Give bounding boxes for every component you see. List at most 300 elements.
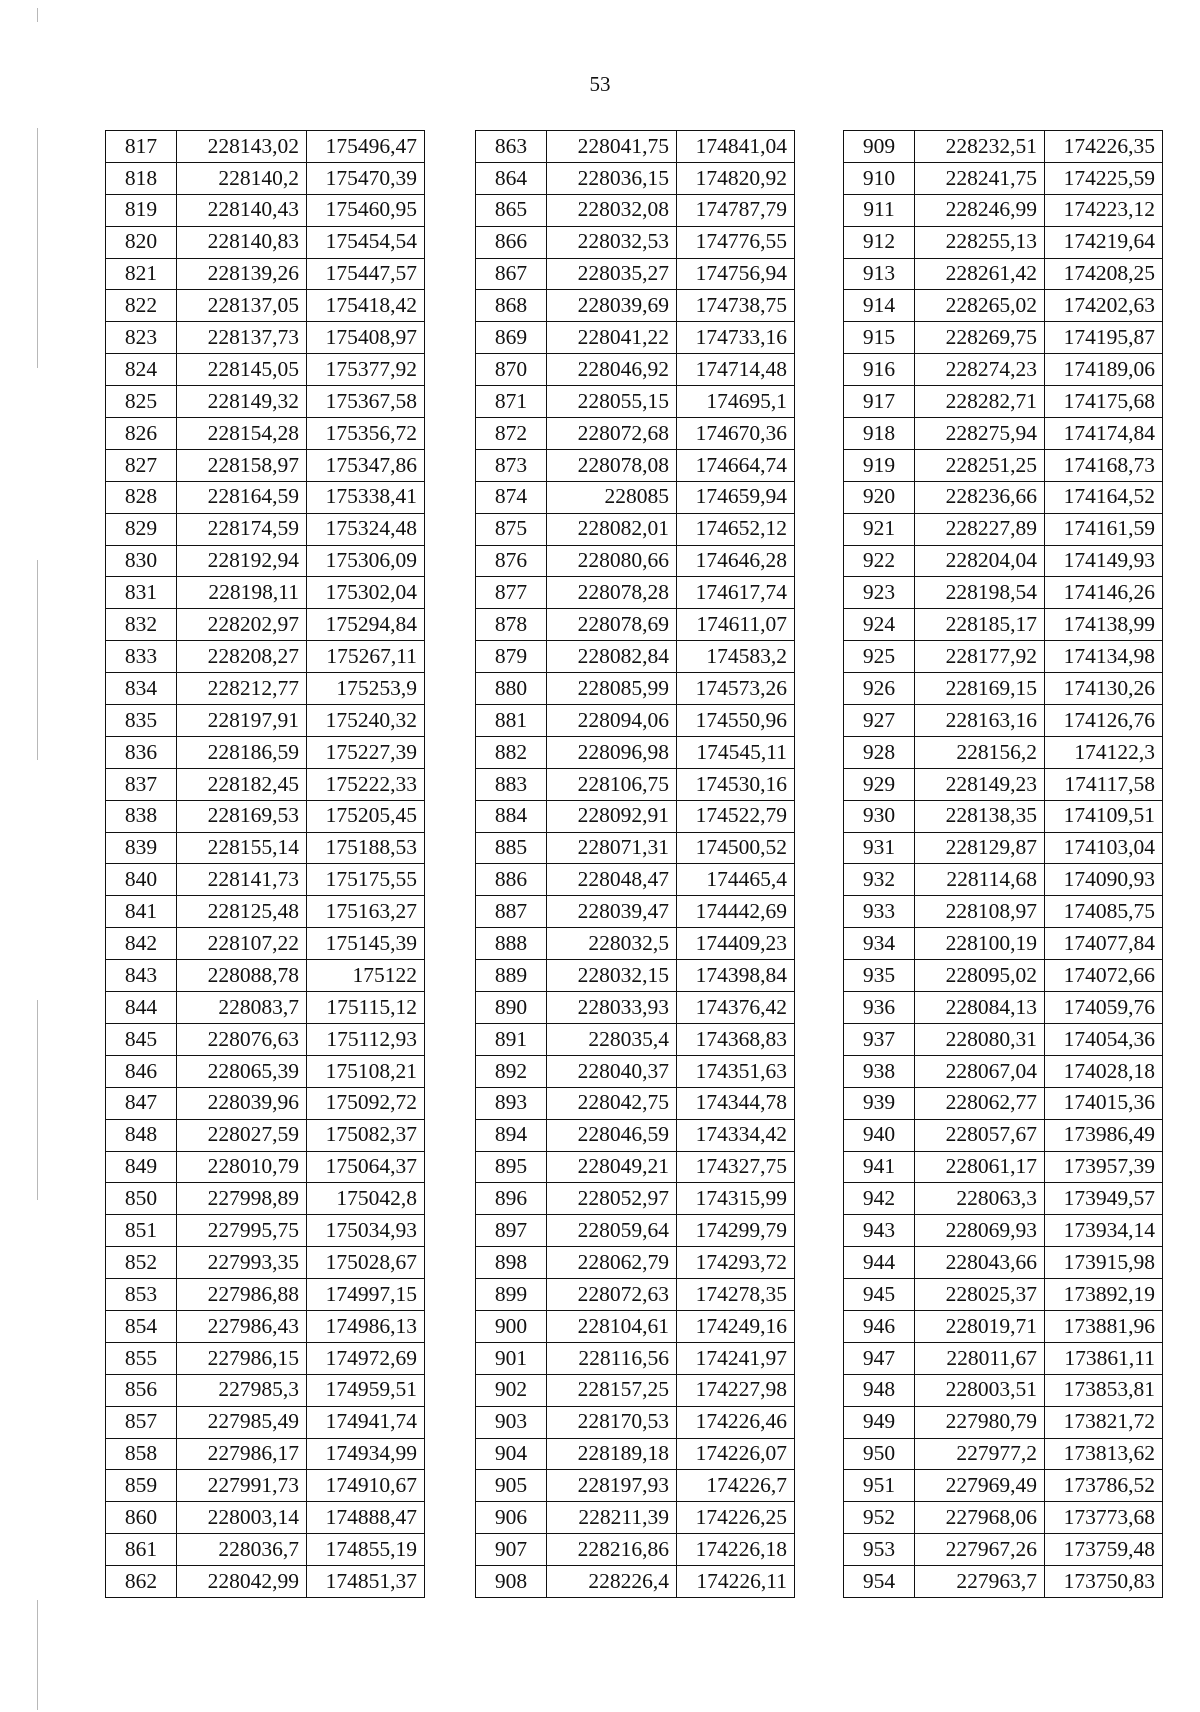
point-number-cell: 867: [476, 258, 547, 290]
scan-margin-line: [37, 1000, 38, 1200]
table-row: [106, 928, 425, 960]
x-coordinate-cell: 228084,13: [915, 992, 1045, 1024]
x-coordinate-cell: 228052,97: [547, 1183, 677, 1215]
y-coordinate-cell: 175496,47: [307, 131, 425, 163]
point-number-cell: 835: [106, 705, 177, 737]
x-coordinate-cell: 228140,83: [177, 226, 307, 258]
y-coordinate-cell: 175112,93: [307, 1023, 425, 1055]
y-coordinate-cell: 174227,98: [677, 1374, 795, 1406]
table-row: [106, 1342, 425, 1374]
table-row: [844, 194, 1163, 226]
x-coordinate-cell: 228269,75: [915, 322, 1045, 354]
table-row: [844, 832, 1163, 864]
scan-margin-line: [37, 128, 38, 368]
point-number-cell: 933: [844, 896, 915, 928]
y-coordinate-cell: 173861,11: [1045, 1342, 1163, 1374]
point-number-cell: 826: [106, 418, 177, 450]
point-number-cell: 901: [476, 1342, 547, 1374]
x-coordinate-cell: 228185,17: [915, 609, 1045, 641]
x-coordinate-cell: 228189,18: [547, 1438, 677, 1470]
coordinate-table-body: [106, 131, 425, 1598]
table-row: [476, 449, 795, 481]
point-number-cell: 914: [844, 290, 915, 322]
y-coordinate-cell: 175163,27: [307, 896, 425, 928]
y-coordinate-cell: 173949,57: [1045, 1183, 1163, 1215]
x-coordinate-cell: 228265,02: [915, 290, 1045, 322]
y-coordinate-cell: 174888,47: [307, 1502, 425, 1534]
point-number-cell: 840: [106, 864, 177, 896]
point-number-cell: 910: [844, 162, 915, 194]
y-coordinate-cell: 174226,35: [1045, 131, 1163, 163]
table-row: [106, 1119, 425, 1151]
x-coordinate-cell: 228255,13: [915, 226, 1045, 258]
y-coordinate-cell: 175108,21: [307, 1055, 425, 1087]
table-row: [844, 131, 1163, 163]
table-row: [106, 736, 425, 768]
table-row: [106, 481, 425, 513]
x-coordinate-cell: 228106,75: [547, 768, 677, 800]
y-coordinate-cell: 174368,83: [677, 1023, 795, 1055]
x-coordinate-cell: 228082,84: [547, 641, 677, 673]
x-coordinate-cell: 227980,79: [915, 1406, 1045, 1438]
table-row: [476, 322, 795, 354]
y-coordinate-cell: 175253,9: [307, 673, 425, 705]
point-number-cell: 920: [844, 481, 915, 513]
x-coordinate-cell: 228072,68: [547, 418, 677, 450]
table-row: [476, 386, 795, 418]
point-number-cell: 938: [844, 1055, 915, 1087]
table-row: [106, 1183, 425, 1215]
y-coordinate-cell: 173813,62: [1045, 1438, 1163, 1470]
table-row: [844, 736, 1163, 768]
table-row: [844, 1534, 1163, 1566]
table-row: [476, 131, 795, 163]
x-coordinate-cell: 228041,75: [547, 131, 677, 163]
table-row: [476, 1183, 795, 1215]
x-coordinate-cell: 228140,2: [177, 162, 307, 194]
coordinate-table-body: [476, 131, 795, 1598]
x-coordinate-cell: 228042,75: [547, 1087, 677, 1119]
table-row: [844, 673, 1163, 705]
point-number-cell: 943: [844, 1215, 915, 1247]
point-number-cell: 882: [476, 736, 547, 768]
point-number-cell: 832: [106, 609, 177, 641]
point-number-cell: 856: [106, 1374, 177, 1406]
point-number-cell: 828: [106, 481, 177, 513]
table-row: [476, 992, 795, 1024]
y-coordinate-cell: 174972,69: [307, 1342, 425, 1374]
x-coordinate-cell: 228078,08: [547, 449, 677, 481]
y-coordinate-cell: 175447,57: [307, 258, 425, 290]
y-coordinate-cell: 174130,26: [1045, 673, 1163, 705]
table-row: [476, 1310, 795, 1342]
point-number-cell: 886: [476, 864, 547, 896]
x-coordinate-cell: 228065,39: [177, 1055, 307, 1087]
table-row: [844, 1438, 1163, 1470]
coordinate-table-1: [105, 130, 425, 1598]
coordinate-table-2: [475, 130, 795, 1598]
point-number-cell: 892: [476, 1055, 547, 1087]
table-row: [476, 481, 795, 513]
x-coordinate-cell: 228061,17: [915, 1151, 1045, 1183]
table-row: [106, 864, 425, 896]
table-row: [476, 832, 795, 864]
x-coordinate-cell: 228169,15: [915, 673, 1045, 705]
y-coordinate-cell: 174376,42: [677, 992, 795, 1024]
y-coordinate-cell: 174398,84: [677, 960, 795, 992]
y-coordinate-cell: 174986,13: [307, 1310, 425, 1342]
x-coordinate-cell: 228154,28: [177, 418, 307, 450]
y-coordinate-cell: 175418,42: [307, 290, 425, 322]
table-row: [106, 641, 425, 673]
x-coordinate-cell: 227995,75: [177, 1215, 307, 1247]
y-coordinate-cell: 174934,99: [307, 1438, 425, 1470]
x-coordinate-cell: 227991,73: [177, 1470, 307, 1502]
table-row: [106, 194, 425, 226]
y-coordinate-cell: 174226,7: [677, 1470, 795, 1502]
point-number-cell: 929: [844, 768, 915, 800]
y-coordinate-cell: 174225,59: [1045, 162, 1163, 194]
x-coordinate-cell: 228095,02: [915, 960, 1045, 992]
y-coordinate-cell: 174226,46: [677, 1406, 795, 1438]
point-number-cell: 897: [476, 1215, 547, 1247]
y-coordinate-cell: 174175,68: [1045, 386, 1163, 418]
point-number-cell: 953: [844, 1534, 915, 1566]
point-number-cell: 888: [476, 928, 547, 960]
table-row: [476, 928, 795, 960]
x-coordinate-cell: 227977,2: [915, 1438, 1045, 1470]
table-row: [476, 800, 795, 832]
table-row: [106, 1374, 425, 1406]
table-row: [476, 258, 795, 290]
y-coordinate-cell: 175042,8: [307, 1183, 425, 1215]
point-number-cell: 837: [106, 768, 177, 800]
point-number-cell: 890: [476, 992, 547, 1024]
point-number-cell: 952: [844, 1502, 915, 1534]
table-row: [106, 131, 425, 163]
y-coordinate-cell: 174299,79: [677, 1215, 795, 1247]
table-row: [476, 545, 795, 577]
x-coordinate-cell: 228082,01: [547, 513, 677, 545]
x-coordinate-cell: 228114,68: [915, 864, 1045, 896]
table-row: [844, 800, 1163, 832]
y-coordinate-cell: 174149,93: [1045, 545, 1163, 577]
y-coordinate-cell: 174085,75: [1045, 896, 1163, 928]
table-row: [106, 226, 425, 258]
y-coordinate-cell: 174714,48: [677, 354, 795, 386]
y-coordinate-cell: 174550,96: [677, 705, 795, 737]
x-coordinate-cell: 228067,04: [915, 1055, 1045, 1087]
y-coordinate-cell: 175356,72: [307, 418, 425, 450]
point-number-cell: 937: [844, 1023, 915, 1055]
x-coordinate-cell: 228088,78: [177, 960, 307, 992]
point-number-cell: 864: [476, 162, 547, 194]
y-coordinate-cell: 175122: [307, 960, 425, 992]
table-row: [106, 1087, 425, 1119]
coordinate-table-body: [844, 131, 1163, 1598]
y-coordinate-cell: 174738,75: [677, 290, 795, 322]
x-coordinate-cell: 228212,77: [177, 673, 307, 705]
point-number-cell: 930: [844, 800, 915, 832]
point-number-cell: 917: [844, 386, 915, 418]
y-coordinate-cell: 174611,07: [677, 609, 795, 641]
y-coordinate-cell: 174015,36: [1045, 1087, 1163, 1119]
y-coordinate-cell: 175028,67: [307, 1247, 425, 1279]
table-row: [476, 609, 795, 641]
y-coordinate-cell: 174223,12: [1045, 194, 1163, 226]
x-coordinate-cell: 228211,39: [547, 1502, 677, 1534]
point-number-cell: 907: [476, 1534, 547, 1566]
x-coordinate-cell: 228197,91: [177, 705, 307, 737]
table-row: [844, 1502, 1163, 1534]
table-row: [844, 1566, 1163, 1598]
x-coordinate-cell: 228046,59: [547, 1119, 677, 1151]
table-row: [106, 1470, 425, 1502]
point-number-cell: 845: [106, 1023, 177, 1055]
y-coordinate-cell: 174733,16: [677, 322, 795, 354]
table-row: [476, 673, 795, 705]
y-coordinate-cell: 175324,48: [307, 513, 425, 545]
x-coordinate-cell: 228085,99: [547, 673, 677, 705]
y-coordinate-cell: 174059,76: [1045, 992, 1163, 1024]
point-number-cell: 908: [476, 1566, 547, 1598]
table-row: [844, 1279, 1163, 1311]
table-row: [844, 1342, 1163, 1374]
x-coordinate-cell: 227986,43: [177, 1310, 307, 1342]
y-coordinate-cell: 175267,11: [307, 641, 425, 673]
x-coordinate-cell: 228251,25: [915, 449, 1045, 481]
y-coordinate-cell: 174054,36: [1045, 1023, 1163, 1055]
table-row: [106, 768, 425, 800]
x-coordinate-cell: 228164,59: [177, 481, 307, 513]
point-number-cell: 866: [476, 226, 547, 258]
point-number-cell: 824: [106, 354, 177, 386]
table-row: [844, 226, 1163, 258]
point-number-cell: 932: [844, 864, 915, 896]
point-number-cell: 924: [844, 609, 915, 641]
point-number-cell: 919: [844, 449, 915, 481]
table-row: [844, 705, 1163, 737]
y-coordinate-cell: 175064,37: [307, 1151, 425, 1183]
point-number-cell: 857: [106, 1406, 177, 1438]
table-row: [844, 896, 1163, 928]
point-number-cell: 817: [106, 131, 177, 163]
table-row: [476, 226, 795, 258]
y-coordinate-cell: 174226,25: [677, 1502, 795, 1534]
point-number-cell: 902: [476, 1374, 547, 1406]
point-number-cell: 849: [106, 1151, 177, 1183]
table-row: [844, 290, 1163, 322]
table-row: [844, 481, 1163, 513]
x-coordinate-cell: 228032,08: [547, 194, 677, 226]
point-number-cell: 927: [844, 705, 915, 737]
table-row: [844, 354, 1163, 386]
scan-margin-line: [37, 560, 38, 760]
table-row: [476, 194, 795, 226]
point-number-cell: 889: [476, 960, 547, 992]
point-number-cell: 881: [476, 705, 547, 737]
y-coordinate-cell: 173892,19: [1045, 1279, 1163, 1311]
y-coordinate-cell: 174351,63: [677, 1055, 795, 1087]
x-coordinate-cell: 228145,05: [177, 354, 307, 386]
table-row: [476, 1342, 795, 1374]
x-coordinate-cell: 228071,31: [547, 832, 677, 864]
table-row: [106, 1438, 425, 1470]
x-coordinate-cell: 228043,66: [915, 1247, 1045, 1279]
point-number-cell: 841: [106, 896, 177, 928]
table-row: [476, 1502, 795, 1534]
x-coordinate-cell: 228080,66: [547, 545, 677, 577]
table-row: [476, 1023, 795, 1055]
point-number-cell: 830: [106, 545, 177, 577]
point-number-cell: 848: [106, 1119, 177, 1151]
x-coordinate-cell: 228032,15: [547, 960, 677, 992]
y-coordinate-cell: 174617,74: [677, 577, 795, 609]
y-coordinate-cell: 175115,12: [307, 992, 425, 1024]
y-coordinate-cell: 174174,84: [1045, 418, 1163, 450]
table-row: [106, 609, 425, 641]
point-number-cell: 876: [476, 545, 547, 577]
point-number-cell: 891: [476, 1023, 547, 1055]
x-coordinate-cell: 228096,98: [547, 736, 677, 768]
point-number-cell: 842: [106, 928, 177, 960]
y-coordinate-cell: 174028,18: [1045, 1055, 1163, 1087]
y-coordinate-cell: 173934,14: [1045, 1215, 1163, 1247]
table-row: [476, 736, 795, 768]
x-coordinate-cell: 228261,42: [915, 258, 1045, 290]
y-coordinate-cell: 174855,19: [307, 1534, 425, 1566]
x-coordinate-cell: 227986,17: [177, 1438, 307, 1470]
y-coordinate-cell: 174278,35: [677, 1279, 795, 1311]
table-row: [476, 1215, 795, 1247]
point-number-cell: 946: [844, 1310, 915, 1342]
y-coordinate-cell: 173915,98: [1045, 1247, 1163, 1279]
point-number-cell: 954: [844, 1566, 915, 1598]
table-row: [476, 354, 795, 386]
x-coordinate-cell: 227985,3: [177, 1374, 307, 1406]
y-coordinate-cell: 174202,63: [1045, 290, 1163, 322]
x-coordinate-cell: 228036,7: [177, 1534, 307, 1566]
point-number-cell: 935: [844, 960, 915, 992]
point-number-cell: 846: [106, 1055, 177, 1087]
y-coordinate-cell: 174776,55: [677, 226, 795, 258]
table-row: [844, 1183, 1163, 1215]
y-coordinate-cell: 174226,11: [677, 1566, 795, 1598]
y-coordinate-cell: 174652,12: [677, 513, 795, 545]
table-row: [476, 1247, 795, 1279]
x-coordinate-cell: 228080,31: [915, 1023, 1045, 1055]
point-number-cell: 894: [476, 1119, 547, 1151]
y-coordinate-cell: 174500,52: [677, 832, 795, 864]
point-number-cell: 896: [476, 1183, 547, 1215]
x-coordinate-cell: 228011,67: [915, 1342, 1045, 1374]
y-coordinate-cell: 174072,66: [1045, 960, 1163, 992]
y-coordinate-cell: 175367,58: [307, 386, 425, 418]
point-number-cell: 838: [106, 800, 177, 832]
y-coordinate-cell: 175338,41: [307, 481, 425, 513]
x-coordinate-cell: 227969,49: [915, 1470, 1045, 1502]
point-number-cell: 941: [844, 1151, 915, 1183]
table-row: [106, 162, 425, 194]
table-row: [844, 1247, 1163, 1279]
point-number-cell: 928: [844, 736, 915, 768]
point-number-cell: 861: [106, 1534, 177, 1566]
x-coordinate-cell: 228092,91: [547, 800, 677, 832]
x-coordinate-cell: 228010,79: [177, 1151, 307, 1183]
x-coordinate-cell: 228003,51: [915, 1374, 1045, 1406]
point-number-cell: 942: [844, 1183, 915, 1215]
table-row: [844, 1215, 1163, 1247]
y-coordinate-cell: 174959,51: [307, 1374, 425, 1406]
point-number-cell: 855: [106, 1342, 177, 1374]
table-row: [844, 864, 1163, 896]
point-number-cell: 818: [106, 162, 177, 194]
x-coordinate-cell: 227985,49: [177, 1406, 307, 1438]
table-row: [476, 1087, 795, 1119]
x-coordinate-cell: 228078,28: [547, 577, 677, 609]
point-number-cell: 821: [106, 258, 177, 290]
point-number-cell: 950: [844, 1438, 915, 1470]
x-coordinate-cell: 228137,05: [177, 290, 307, 322]
table-row: [844, 992, 1163, 1024]
table-row: [844, 1470, 1163, 1502]
y-coordinate-cell: 174168,73: [1045, 449, 1163, 481]
point-number-cell: 877: [476, 577, 547, 609]
table-row: [476, 1055, 795, 1087]
table-row: [106, 449, 425, 481]
y-coordinate-cell: 174134,98: [1045, 641, 1163, 673]
x-coordinate-cell: 228104,61: [547, 1310, 677, 1342]
x-coordinate-cell: 228083,7: [177, 992, 307, 1024]
y-coordinate-cell: 174189,06: [1045, 354, 1163, 386]
point-number-cell: 829: [106, 513, 177, 545]
y-coordinate-cell: 175294,84: [307, 609, 425, 641]
y-coordinate-cell: 174293,72: [677, 1247, 795, 1279]
x-coordinate-cell: 228236,66: [915, 481, 1045, 513]
point-number-cell: 825: [106, 386, 177, 418]
x-coordinate-cell: 228241,75: [915, 162, 1045, 194]
point-number-cell: 944: [844, 1247, 915, 1279]
y-coordinate-cell: 175454,54: [307, 226, 425, 258]
x-coordinate-cell: 228035,4: [547, 1023, 677, 1055]
table-row: [106, 1406, 425, 1438]
point-number-cell: 903: [476, 1406, 547, 1438]
point-number-cell: 939: [844, 1087, 915, 1119]
point-number-cell: 885: [476, 832, 547, 864]
y-coordinate-cell: 174409,23: [677, 928, 795, 960]
y-coordinate-cell: 174997,15: [307, 1279, 425, 1311]
table-row: [106, 896, 425, 928]
x-coordinate-cell: 228155,14: [177, 832, 307, 864]
point-number-cell: 916: [844, 354, 915, 386]
point-number-cell: 906: [476, 1502, 547, 1534]
point-number-cell: 915: [844, 322, 915, 354]
y-coordinate-cell: 173786,52: [1045, 1470, 1163, 1502]
point-number-cell: 819: [106, 194, 177, 226]
x-coordinate-cell: 228107,22: [177, 928, 307, 960]
x-coordinate-cell: 228042,99: [177, 1566, 307, 1598]
y-coordinate-cell: 175092,72: [307, 1087, 425, 1119]
y-coordinate-cell: 173853,81: [1045, 1374, 1163, 1406]
table-row: [106, 418, 425, 450]
point-number-cell: 909: [844, 131, 915, 163]
y-coordinate-cell: 174659,94: [677, 481, 795, 513]
x-coordinate-cell: 228069,93: [915, 1215, 1045, 1247]
table-row: [844, 641, 1163, 673]
y-coordinate-cell: 174530,16: [677, 768, 795, 800]
x-coordinate-cell: 228039,69: [547, 290, 677, 322]
point-number-cell: 926: [844, 673, 915, 705]
